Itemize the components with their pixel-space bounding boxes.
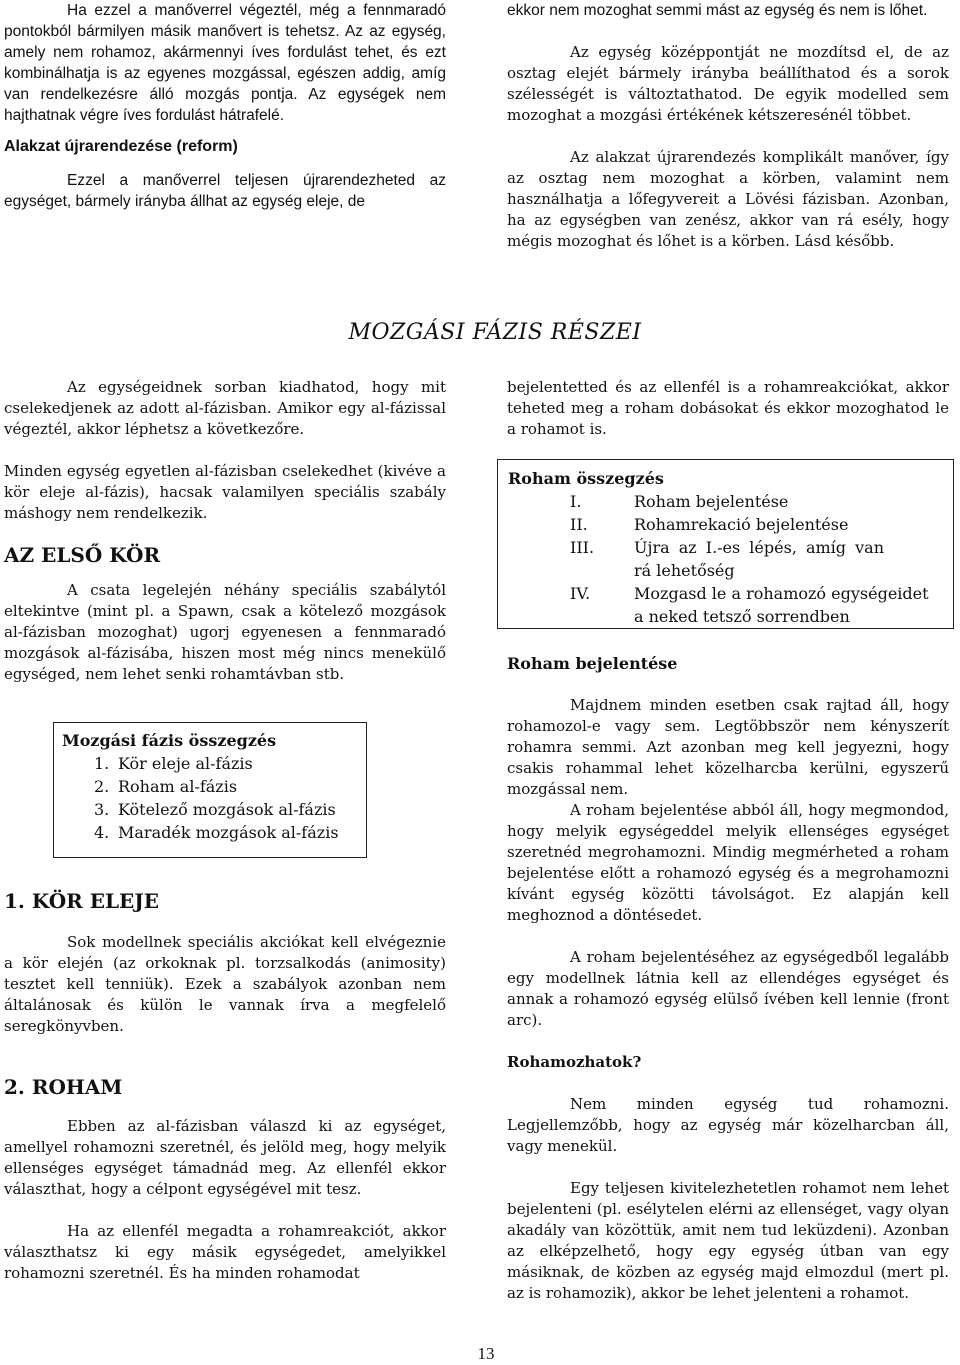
page-number: 13 (477, 1344, 495, 1363)
list-item: 3. Kötelező mozgások al-fázis (94, 800, 336, 819)
list-item: 1. Kör eleje al-fázis (94, 754, 253, 773)
charge-summary-box (497, 459, 954, 629)
top-left-column (4, 0, 446, 212)
paragraph: ekkor nem mozoghat semmi mást az egység és nem is lőhet. (507, 2, 928, 19)
paragraph: A csata legelején néhány speciális szabálytól eltekintve (mint pl. a Spawn, csak a kötelező mozgások al-fázisban mozoghat) ugorj egyenesen a fennmaradó mozgások al-fázisába, hiszen most még nincs menekülő egységed, nem lehet senki rohamtávban stb. (4, 581, 446, 683)
top-right-column (507, 0, 949, 252)
paragraph: Minden egység egyetlen al-fázisban cselekedhet (kivéve a kör eleje al-fázis), hacsak valamilyen speciális szabály máshogy nem rendelkezik. (4, 462, 446, 522)
box-title: Mozgási fázis összegzés (62, 731, 277, 750)
box-title: Roham összegzés (508, 469, 664, 488)
paragraph: Ezzel a manőverrel teljesen újrarendezheted az egységet, bármely irányba állhat az egység eleje, de (4, 172, 446, 210)
heading-charge-declaration: Roham bejelentése (507, 654, 678, 673)
list-item: II. Rohamrekació bejelentése (570, 515, 849, 534)
heading-charge: 2. ROHAM (4, 1075, 123, 1099)
heading-first-turn: AZ ELSŐ KÖR (4, 543, 161, 567)
summary-list (508, 490, 943, 628)
right-column-lower (507, 653, 949, 1304)
paragraph: Ha ezzel a manőverrel végeztél, még a fennmaradó pontokból bármilyen másik manővert is tehetsz. Az az egység, amely nem rohamoz, akármennyi íves fordulást tehet, és ezt kombinálhatja is az egyenes mozgással, egészen addig, amíg van rendelkezésre álló mozgás pontja. Az egységek nem hajthatnak végre íves fordulást hátrafelé. (4, 2, 446, 124)
summary-list (62, 752, 358, 844)
paragraph: bejelentetted és az ellenfél is a rohamreakciókat, akkor teheted meg a roham dobásokat és ekkor mozoghatod le a rohamot is. (507, 378, 949, 438)
movement-summary-box (53, 722, 367, 858)
section-title: MOZGÁSI FÁZIS RÉSZEI (348, 320, 642, 345)
left-column-lower (4, 891, 446, 1284)
paragraph: Majdnem minden esetben csak rajtad áll, hogy rohamozol-e vagy sem. Legtöbbször nem kényszerít rohamra semmi. Azt azonban meg kell jegyezni, hogy csakis rohammal lehet közelharcba kerülni, egyszerű mozgással nem. (507, 696, 949, 798)
paragraph: A roham bejelentése abból áll, hogy megmondod, hogy melyik egységeddel melyik ellenséges egységet szeretnéd megrohamozni. Mindig megmérheted a roham bejelentése előtt a rohamozó egység és a megrohamozni kívánt egység közötti távolságot. Ez alapján kell meghoznod a döntésedet. (507, 801, 949, 924)
paragraph: Az egységeidnek sorban kiadhatod, hogy mit cselekedjenek az adott al-fázisban. Amikor egy al-fázissal végeztél, akkor léphetsz a következőre. (4, 378, 446, 438)
list-item: IV. Mozgasd le a rohamozó egységeidet a neked tetsző sorrendben (570, 584, 929, 626)
list-item: 4. Maradék mozgások al-fázis (94, 823, 339, 842)
heading-can-i-charge: Rohamozhatok? (507, 1053, 642, 1071)
paragraph: A roham bejelentéséhez az egységedből legalább egy modellnek látnia kell az ellendéges egységet és annak a rohamozó egység elülső ívében kell lennie (front arc). (507, 948, 949, 1029)
paragraph: Az egység középpontját ne mozdítsd el, de az osztag elejét bármely irányba beállíthatod és a sorok szélességét is változtathatod. De egyik modelled sem mozoghat a mozgási értékének kétszeresénél többet. (507, 43, 949, 124)
heading-turn-start: 1. KÖR ELEJE (4, 889, 159, 913)
paragraph: Sok modellnek speciális akciókat kell elvégeznie a kör elején (az orkoknak pl. torzsalkodás (animosity) tesztet kell tenniük). Ezek a szabályok azonban nem általánosak és külön le vannak írva a megfelelő seregkönyvben. (4, 933, 446, 1035)
heading-reform: Alakzat újrarendezése (reform) (4, 138, 238, 155)
right-column (507, 377, 949, 440)
paragraph: Nem minden egység tud rohamozni. Legjellemzőbb, hogy az egység már közelharcban áll, vagy menekül. (507, 1095, 949, 1155)
paragraph: Ha az ellenfél megadta a rohamreakciót, akkor választhatsz ki egy másik egységedet, amelyikkel rohamozni szeretnél. És ha minden rohamodat (4, 1222, 446, 1282)
list-item: I. Roham bejelentése (570, 492, 789, 511)
paragraph: Egy teljesen kivitelezhetetlen rohamot nem lehet bejelenteni (pl. esélytelen elérni az ellenséget, vagy olyan akadály van közöttük, amit nem tud leküzdeni). Azonban az elképzelhető, hogy egy egység útban van egy másiknak, de közben az egység majd elmozdul (mert pl. az is rohamozik), akkor be lehet jelenteni a rohamot. (507, 1179, 949, 1302)
list-item: 2. Roham al-fázis (94, 777, 238, 796)
paragraph: Az alakzat újrarendezés komplikált manőver, így az osztag nem mozoghat a körben, valamint nem használhatja a lőfegyvereit a Lövési fázisban. Azonban, ha az egységben van zenész, akkor van rá esély, hogy mégis mozoghat és lőhet is a körben. Lásd később. (507, 148, 949, 250)
left-column (4, 377, 446, 685)
paragraph: Ebben az al-fázisban válaszd ki az egységet, amellyel rohamozni szeretnél, és jelöld meg, hogy melyik ellenséges egységet támadnád meg. Az ellenfél ekkor választhat, hogy a célpont egységével mit tesz. (4, 1117, 446, 1198)
list-item: III. Újra az I.-es lépés, amíg van rá lehetőség (570, 538, 884, 580)
